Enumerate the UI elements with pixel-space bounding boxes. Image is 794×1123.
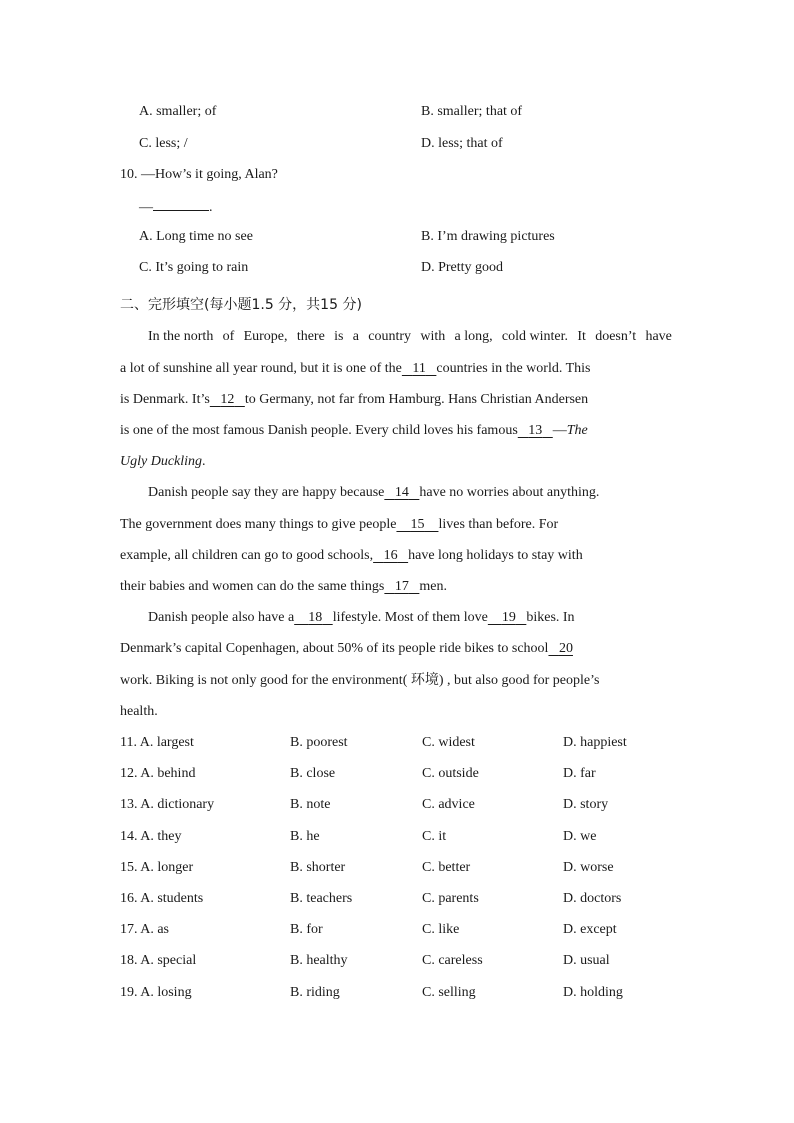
text-segment: men.: [419, 579, 447, 594]
blank-15[interactable]: [396, 515, 438, 535]
option-16d[interactable]: D. doctors: [563, 891, 622, 906]
passage-p1-line-5: [120, 452, 672, 472]
blank-16[interactable]: [373, 546, 408, 566]
answer-row-11: [120, 733, 680, 753]
blank-number: 16: [383, 548, 398, 563]
blank-number: 14: [394, 485, 409, 500]
blank-number: 12: [220, 392, 235, 407]
option-12d[interactable]: D. far: [563, 766, 596, 781]
q10-stem-text: 10. —How’s it going, Alan?: [120, 167, 278, 182]
word: Europe,: [243, 329, 288, 344]
q10-options-row-2: [120, 258, 680, 278]
q10-option-a: A. Long time no see: [139, 229, 253, 244]
option-19d[interactable]: D. holding: [563, 985, 623, 1000]
answer-row-16: [120, 889, 680, 909]
text-segment: work. Biking is not only good for the environment( 环境) , but also good for people’s: [120, 673, 600, 688]
section-title: 二、完形填空(每小题1.5 分，共15 分): [120, 297, 362, 313]
word: there: [296, 329, 325, 344]
text-segment: have long holidays to stay with: [408, 548, 583, 563]
blank-12[interactable]: [210, 390, 245, 410]
option-14d[interactable]: D. we: [563, 829, 597, 844]
story-title-part-2: Ugly Duckling: [120, 454, 203, 469]
word: In the north: [148, 329, 214, 344]
option-16b[interactable]: B. teachers: [290, 891, 353, 906]
word: It: [577, 329, 586, 344]
word: doesn’t: [595, 329, 637, 344]
text-segment: their babies and women can do the same things: [120, 579, 385, 594]
q9-option-d: D. less; that of: [421, 136, 503, 151]
option-12c[interactable]: C. outside: [422, 766, 479, 781]
blank-13[interactable]: [518, 421, 553, 441]
blank-20[interactable]: [548, 639, 573, 659]
option-11d[interactable]: D. happiest: [563, 735, 627, 750]
option-15b[interactable]: B. shorter: [290, 860, 346, 875]
q9-option-c: C. less; /: [139, 136, 188, 151]
option-12a[interactable]: 12. A. behind: [120, 766, 196, 781]
q10-stem: [120, 165, 680, 185]
answer-row-18: [120, 951, 680, 971]
option-12b[interactable]: B. close: [290, 766, 336, 781]
word: with: [420, 329, 446, 344]
word: have: [645, 329, 672, 344]
option-11b[interactable]: B. poorest: [290, 735, 348, 750]
blank-number: 15: [410, 517, 425, 532]
passage-p2-line-2: [120, 515, 672, 535]
passage-p3-line-1: [148, 608, 672, 628]
q9-options-row-2: [120, 134, 680, 154]
q10-period: .: [209, 200, 213, 215]
option-19b[interactable]: B. riding: [290, 985, 340, 1000]
option-15a[interactable]: 15. A. longer: [120, 860, 194, 875]
option-17a[interactable]: 17. A. as: [120, 922, 169, 937]
blank-number: 13: [528, 423, 543, 438]
option-14b[interactable]: B. he: [290, 829, 320, 844]
option-18b[interactable]: B. healthy: [290, 953, 348, 968]
passage-p2-line-3: [120, 546, 672, 566]
text-segment: a lot of sunshine all year round, but it is one of the: [120, 361, 402, 376]
q10-blank[interactable]: [153, 196, 209, 211]
option-17b[interactable]: B. for: [290, 922, 323, 937]
text-segment: is Denmark. It’s: [120, 392, 210, 407]
option-11c[interactable]: C. widest: [422, 735, 475, 750]
q9-options-row-1: [120, 102, 680, 122]
text-segment: health.: [120, 704, 158, 719]
option-19c[interactable]: C. selling: [422, 985, 476, 1000]
word: is: [334, 329, 344, 344]
q10-option-d: D. Pretty good: [421, 260, 504, 275]
answer-row-17: [120, 920, 680, 940]
text-segment: countries in the world. This: [436, 361, 591, 376]
q10-options-row-1: [120, 227, 680, 247]
passage-p1-line-2: [120, 359, 672, 379]
blank-18[interactable]: [294, 608, 333, 628]
blank-19[interactable]: [488, 608, 527, 628]
passage-p2-line-4: [120, 577, 672, 597]
passage-p1-line-3: [120, 390, 672, 410]
text-segment: is one of the most famous Danish people. Every child loves his famous: [120, 423, 518, 438]
q10-answer-line: [139, 196, 699, 216]
q9-option-b: B. smaller; that of: [421, 104, 523, 119]
option-14c[interactable]: C. it: [422, 829, 447, 844]
option-13c[interactable]: C. advice: [422, 797, 475, 812]
word: a long,: [454, 329, 493, 344]
blank-number: 11: [412, 361, 426, 376]
passage-p1-line-1: [148, 327, 672, 347]
option-15c[interactable]: C. better: [422, 860, 471, 875]
text-segment: example, all children can go to good schools,: [120, 548, 374, 563]
answer-row-15: [120, 858, 680, 878]
answer-row-13: [120, 795, 680, 815]
q9-option-a: A. smaller; of: [139, 104, 217, 119]
option-18a[interactable]: 18. A. special: [120, 953, 197, 968]
passage-p2-line-1: [148, 483, 672, 503]
option-13a[interactable]: 13. A. dictionary: [120, 797, 215, 812]
passage-p1-line-4: [120, 421, 672, 441]
word: country: [368, 329, 412, 344]
q10-option-c: C. It’s going to rain: [139, 260, 249, 275]
story-title-part-1: The: [566, 423, 588, 438]
period: .: [202, 454, 206, 469]
option-16c[interactable]: C. parents: [422, 891, 479, 906]
option-17c[interactable]: C. like: [422, 922, 460, 937]
option-15d[interactable]: D. worse: [563, 860, 614, 875]
q10-option-b: B. I’m drawing pictures: [421, 229, 555, 244]
text-segment: Danish people also have a: [148, 610, 295, 625]
passage-p3-line-3: [120, 671, 672, 691]
option-19a[interactable]: 19. A. losing: [120, 985, 192, 1000]
text-segment: lives than before. For: [438, 517, 559, 532]
option-18d[interactable]: D. usual: [563, 953, 610, 968]
text-segment: to Germany, not far from Hamburg. Hans Christian Andersen: [244, 392, 589, 407]
dash: —: [552, 423, 567, 438]
text-segment: bikes. In: [526, 610, 575, 625]
word: of: [222, 329, 235, 344]
option-11a[interactable]: 11. A. largest: [120, 735, 194, 750]
text-segment: The government does many things to give people: [120, 517, 397, 532]
option-14a[interactable]: 14. A. they: [120, 829, 182, 844]
option-16a[interactable]: 16. A. students: [120, 891, 204, 906]
blank-number: 19: [501, 610, 516, 625]
text-segment: have no worries about anything.: [419, 485, 600, 500]
passage-p3-line-2: [120, 639, 672, 659]
text-segment: Denmark’s capital Copenhagen, about 50% of its people ride bikes to school: [120, 641, 549, 656]
answer-row-14: [120, 827, 680, 847]
option-17d[interactable]: D. except: [563, 922, 617, 937]
answer-row-12: [120, 764, 680, 784]
word: a: [352, 329, 359, 344]
option-13b[interactable]: B. note: [290, 797, 331, 812]
q10-dash: —: [139, 200, 153, 215]
text-segment: lifestyle. Most of them love: [332, 610, 488, 625]
option-18c[interactable]: C. careless: [422, 953, 483, 968]
blank-17[interactable]: [384, 577, 419, 597]
word: cold winter.: [501, 329, 569, 344]
blank-11[interactable]: [402, 359, 436, 379]
answer-row-19: [120, 983, 680, 1003]
blank-number: 17: [394, 579, 409, 594]
blank-number: 20: [558, 641, 573, 656]
option-13d[interactable]: D. story: [563, 797, 609, 812]
text-segment: Danish people say they are happy because: [148, 485, 385, 500]
blank-number: 18: [308, 610, 323, 625]
blank-14[interactable]: [384, 483, 419, 503]
passage-p3-line-4: [120, 702, 672, 722]
